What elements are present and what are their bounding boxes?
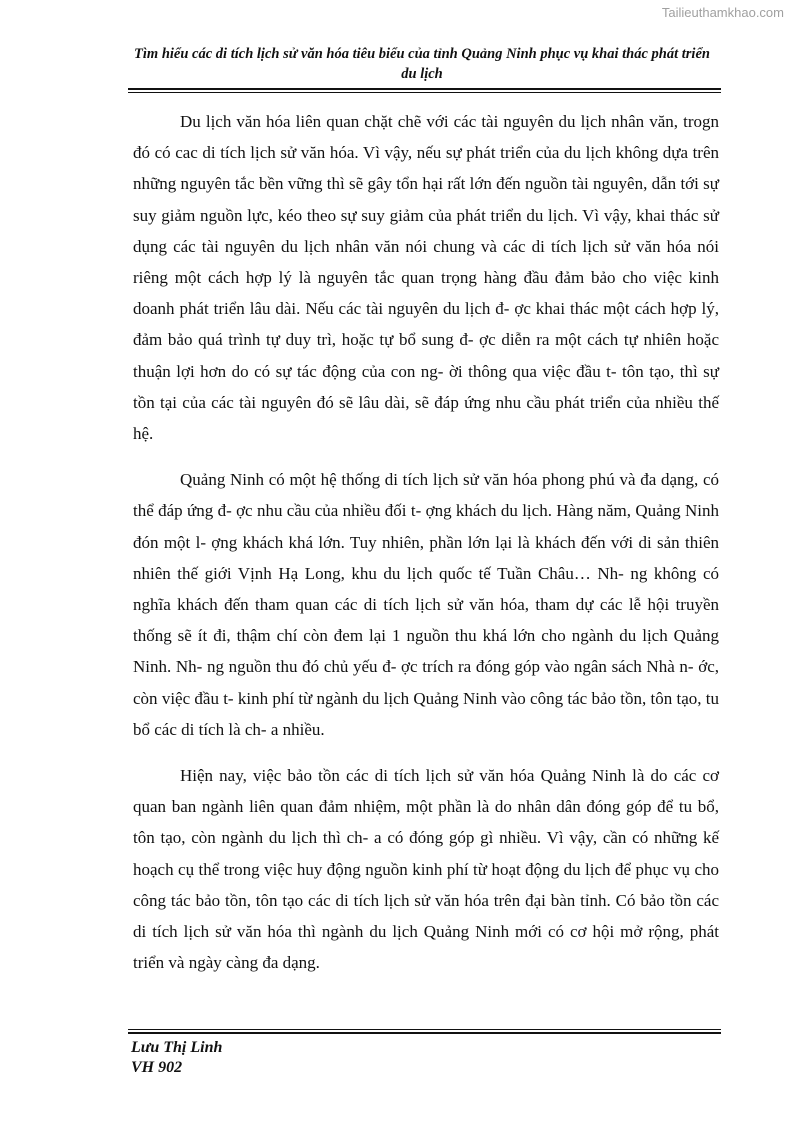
page-footer [131, 1038, 222, 1078]
running-header: Tìm hiểu các di tích lịch sử văn hóa tiêu biểu của tỉnh Quảng Ninh phục vụ khai thác phát triển du lịch [134, 46, 710, 82]
footer-rule-secondary [128, 1029, 721, 1030]
header-rule [128, 88, 721, 90]
author-name: Lưu Thị Linh [131, 1039, 223, 1056]
header-rule-secondary [128, 92, 721, 93]
class-code: VH 902 [131, 1059, 183, 1076]
watermark: Tailieuthamkhao.com [661, 5, 784, 20]
paragraph: Hiện nay, việc bảo tồn các di tích lịch sử văn hóa Quảng Ninh là do các cơ quan ban ngành liên quan đảm nhiệm, một phần là do nhân dân đóng góp để tu bổ, tôn tạo, còn ngành du lịch thì ch- a có đóng góp gì nhiều. Vì vậy, cần có những kế hoạch cụ thể trong việc huy động nguồn kinh phí từ hoạt động du lịch để phục vụ cho công tác bảo tồn, tôn tạo các di tích lịch sử văn hóa trên đại bàn tỉnh. Có bảo tồn các di tích lịch sử văn hóa thì ngành du lịch Quảng Ninh mới có cơ hội mở rộng, phát triển và ngày càng đa dạng. [133, 766, 719, 973]
main-text [133, 106, 719, 993]
footer-rule [128, 1032, 721, 1034]
paragraph: Quảng Ninh có một hệ thống di tích lịch sử văn hóa phong phú và đa dạng, có thể đáp ứng đ- ợc nhu cầu của nhiều đối t- ợng khách du lịch. Hàng năm, Quảng Ninh đón một l- ợng khách khá lớn. Tuy nhiên, phần lớn lại là khách đến với di sản thiên nhiên thế giới Vịnh Hạ Long, khu du lịch quốc tế Tuần Châu… Nh- ng không có nghĩa khách đến tham quan các di tích lịch sử văn hóa, tham dự các lễ hội truyền thống sẽ ít đi, thậm chí còn đem lại 1 nguồn thu khá lớn cho ngành du lịch Quảng Ninh. Nh- ng nguồn thu đó chủ yếu đ- ợc trích ra đóng góp vào ngân sách Nhà n- ớc, còn việc đầu t- kinh phí từ ngành du lịch Quảng Ninh vào công tác bảo tồn, tôn tạo, tu bổ các di tích là ch- a nhiều. [133, 470, 719, 739]
paragraph: Du lịch văn hóa liên quan chặt chẽ với các tài nguyên du lịch nhân văn, trogn đó có cac di tích lịch sử văn hóa. Vì vậy, nếu sự phát triển của du lịch không dựa trên những nguyên tắc bền vững thì sẽ gây tổn hại rất lớn đến nguồn tài nguyên, dẫn tới sự suy giảm nguồn lực, kéo theo sự suy giảm của phát triển du lịch. Vì vậy, khai thác sử dụng các tài nguyên du lịch nhân văn nói chung và các di tích lịch sử văn hóa nói riêng một cách hợp lý là nguyên tắc quan trọng hàng đầu đảm bảo cho việc kinh doanh phát triển lâu dài. Nếu các tài nguyên du lịch đ- ợc khai thác một cách hợp lý, đảm bảo quá trình tự duy trì, hoặc tự bổ sung đ- ợc diễn ra một cách tự nhiên hoặc thuận lợi hơn do có sự tác động của con ng- ời thông qua việc đầu t- tôn tạo, thì sự tồn tại của các tài nguyên đó sẽ lâu dài, sẽ đáp ứng nhu cầu phát triển của nhiều thế hệ. [133, 112, 719, 444]
